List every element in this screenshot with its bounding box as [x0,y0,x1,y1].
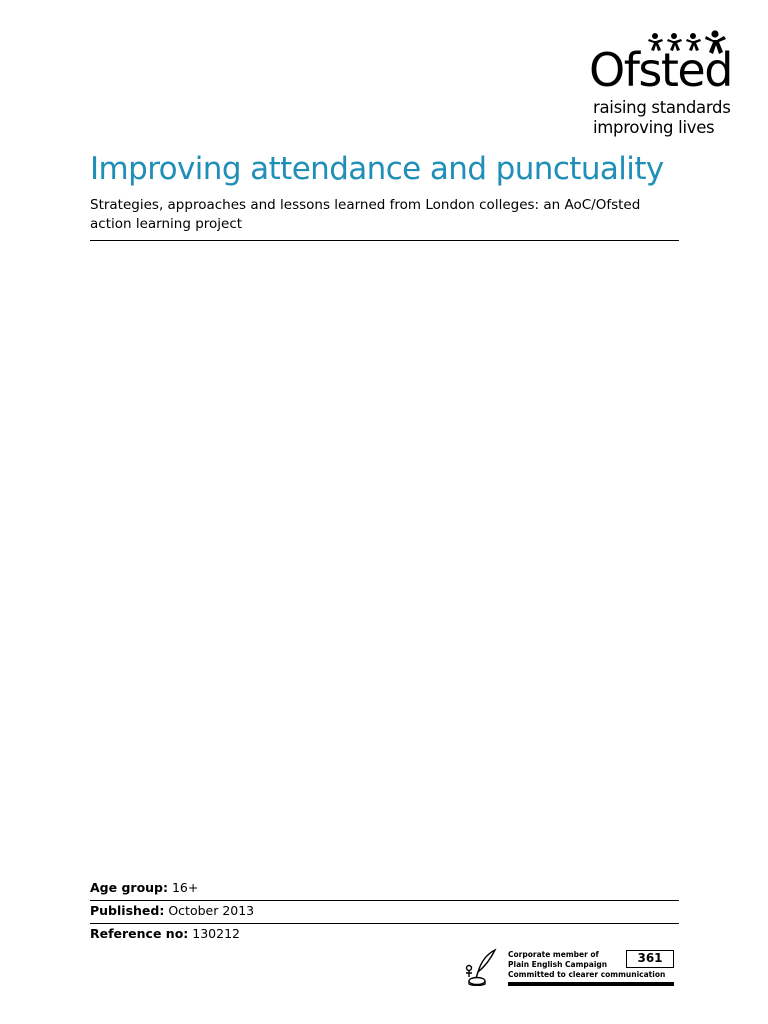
title-divider [90,240,679,241]
published-label: Published: [90,903,165,918]
document-subtitle: Strategies, approaches and lessons learned from London colleges: an AoC/Ofsted action learning project [90,197,641,232]
pec-line1: Corporate member of [508,950,599,959]
age-group-row [90,878,679,901]
pec-line3: Committed to clearer communication [508,970,666,979]
pec-member-number: 361 [626,950,674,968]
plain-english-badge [465,944,680,990]
logo-tagline-line1: raising standards [593,98,731,117]
ofsted-wordmark: Ofsted [589,43,732,97]
ofsted-logo [585,28,730,140]
age-group-label: Age group: [90,880,168,895]
published-value: October 2013 [168,903,255,918]
pec-line2: Plain English Campaign [508,960,608,969]
pec-underline-bar [508,982,674,986]
logo-tagline-line2: improving lives [593,118,715,137]
reference-value: 130212 [192,926,240,941]
quill-icon [465,948,501,986]
reference-label: Reference no: [90,926,189,941]
document-title: Improving attendance and punctuality [90,151,664,187]
age-group-value: 16+ [171,880,199,895]
reference-row [90,924,679,946]
published-row [90,901,679,924]
